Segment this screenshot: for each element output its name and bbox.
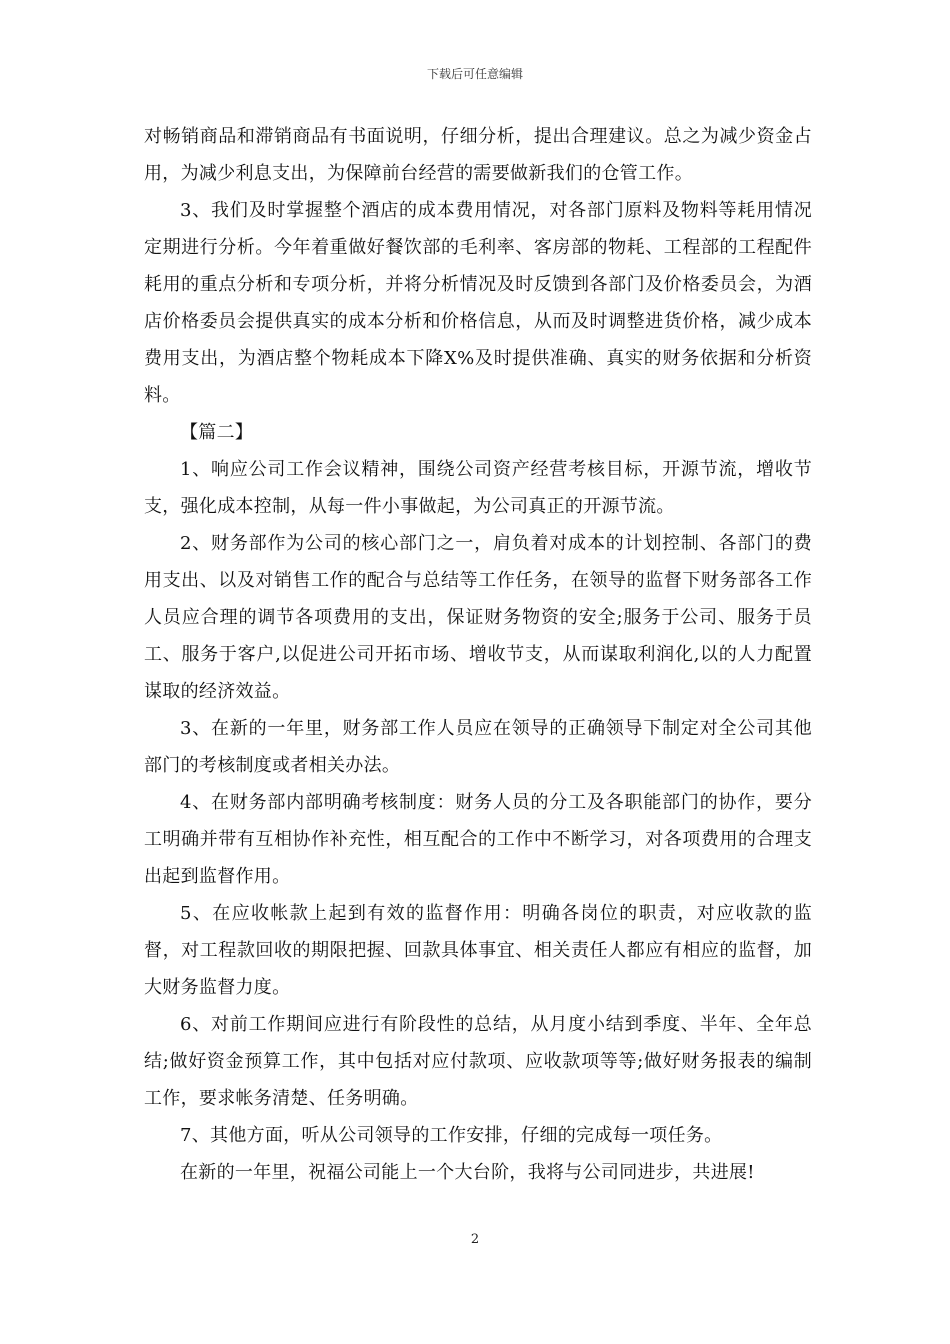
page-number: 2: [470, 1232, 480, 1247]
paragraph-item-6: 6、对前工作期间应进行有阶段性的总结，从月度小结到季度、半年、全年总结;做好资金预算工作，其中包括对应付款项、应收款项等等;做好财务报表的编制工作，要求帐务清楚、任务明确。: [144, 1014, 812, 1109]
paragraph-item-1: 1、响应公司工作会议精神，围绕公司资产经营考核目标，开源节流，增收节支，强化成本控制，从每一件小事做起，为公司真正的开源节流。: [144, 459, 812, 517]
paragraph-continuation: 对畅销商品和滞销商品有书面说明，仔细分析，提出合理建议。总之为减少资金占用，为减少利息支出，为保障前台经营的需要做新我们的仓管工作。: [144, 126, 812, 184]
paragraph-item-4: 4、在财务部内部明确考核制度：财务人员的分工及各职能部门的协作，要分工明确并带有互相协作补充性，相互配合的工作中不断学习，对各项费用的合理支出起到监督作用。: [144, 792, 812, 887]
paragraph-closing: 在新的一年里，祝福公司能上一个大台阶，我将与公司同进步，共进展!: [180, 1162, 755, 1183]
paragraph-item-3-cost: 3、我们及时掌握整个酒店的成本费用情况，对各部门原料及物料等耗用情况定期进行分析。今年着重做好餐饮部的毛利率、客房部的物耗、工程部的工程配件耗用的重点分析和专项分析，并将分析情况及时反馈到各部门及价格委员会，为酒店价格委员会提供真实的成本分析和价格信息，从而及时调整进货价格，减少成本费用支出，为酒店整个物耗成本下降X%及时提供准确、真实的财务依据和分析资料。: [144, 200, 812, 406]
paragraph-item-3: 3、在新的一年里，财务部工作人员应在领导的正确领导下制定对全公司其他部门的考核制度或者相关办法。: [144, 718, 812, 776]
section-heading-part-two: 【篇二】: [180, 422, 254, 443]
paragraph-item-2: 2、财务部作为公司的核心部门之一，肩负着对成本的计划控制、各部门的费用支出、以及对销售工作的配合与总结等工作任务，在领导的监督下财务部各工作人员应合理的调节各项费用的支出，保证财务物资的安全;服务于公司、服务于员工、服务于客户,以促进公司开拓市场、增收节支，从而谋取利润化,以的人力配置谋取的经济效益。: [144, 533, 812, 702]
paragraph-item-7: 7、其他方面，听从公司领导的工作安排，仔细的完成每一项任务。: [180, 1125, 723, 1146]
paragraph-item-5: 5、在应收帐款上起到有效的监督作用：明确各岗位的职责，对应收款的监督，对工程款回收的期限把握、回款具体事宜、相关责任人都应有相应的监督，加大财务监督力度。: [144, 903, 812, 998]
page-header: 下载后可任意编辑: [426, 67, 523, 81]
document-body: [144, 118, 812, 1191]
